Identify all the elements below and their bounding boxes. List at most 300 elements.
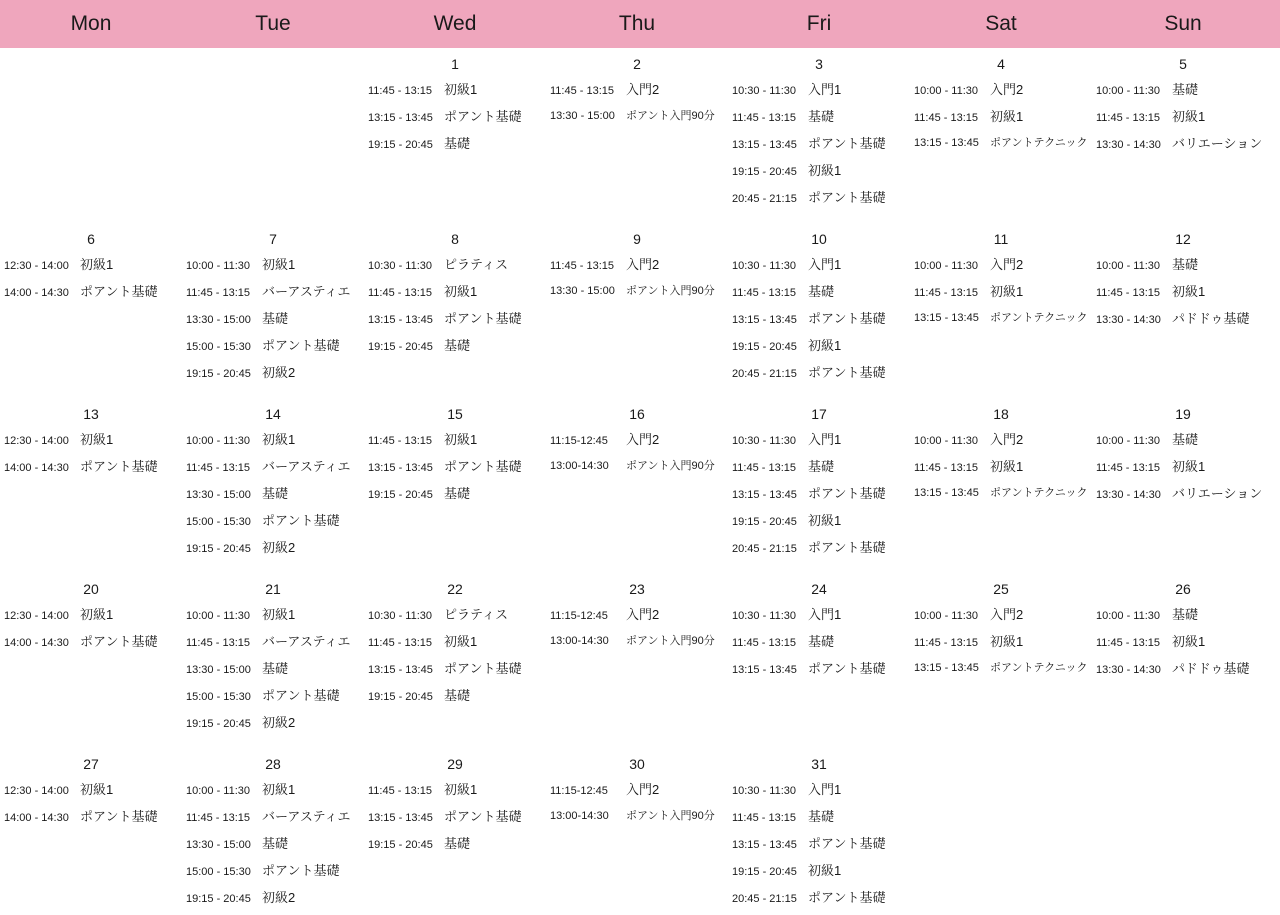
calendar-event[interactable] [184, 535, 362, 562]
day-cell[interactable] [728, 748, 910, 915]
calendar-event[interactable] [2, 252, 180, 279]
day-cell[interactable] [0, 398, 182, 573]
calendar-event[interactable] [366, 333, 544, 360]
event-title: 入門2 [990, 432, 1024, 447]
event-title: 初級1 [444, 82, 478, 97]
calendar-event[interactable] [2, 427, 180, 454]
event-time: 11:15-12:45 [550, 610, 608, 622]
calendar-event[interactable] [366, 804, 544, 831]
calendar-event[interactable] [1094, 306, 1272, 333]
calendar-event[interactable] [366, 252, 544, 279]
calendar-event[interactable] [548, 804, 726, 829]
day-number: 28 [265, 756, 281, 772]
event-list [0, 252, 182, 306]
calendar-event[interactable] [366, 427, 544, 454]
event-time: 11:45 - 13:15 [914, 462, 979, 474]
day-cell[interactable] [364, 573, 546, 748]
event-title: ポアント基礎 [444, 459, 522, 474]
event-list [1092, 252, 1274, 333]
day-cell[interactable] [546, 223, 728, 398]
day-number: 19 [1175, 406, 1191, 422]
event-list [910, 252, 1092, 331]
day-cell[interactable] [910, 398, 1092, 573]
day-number: 22 [447, 581, 463, 597]
event-list [1092, 602, 1274, 683]
event-time: 13:30 - 15:00 [186, 839, 251, 851]
event-time: 13:15 - 13:45 [732, 664, 797, 676]
weekday-header-mon: Mon [70, 12, 112, 35]
event-title: 基礎 [444, 688, 471, 703]
day-cell[interactable] [182, 748, 364, 915]
event-time: 11:45 - 13:15 [186, 287, 251, 299]
event-time: 10:30 - 11:30 [368, 610, 433, 622]
calendar-event[interactable] [912, 131, 1090, 156]
calendar-event[interactable] [366, 454, 544, 481]
event-list [728, 252, 910, 387]
event-time: 14:00 - 14:30 [4, 462, 69, 474]
calendar-event[interactable] [366, 279, 544, 306]
calendar-event[interactable] [1094, 656, 1272, 683]
day-number: 30 [629, 756, 645, 772]
calendar-event[interactable] [730, 333, 908, 360]
calendar-event[interactable] [366, 629, 544, 656]
event-title: ポアント基礎 [808, 890, 886, 905]
event-title: ポアントテクニック [990, 487, 1088, 499]
calendar-event[interactable] [730, 306, 908, 333]
weekday-header-sun: Sun [1164, 12, 1202, 35]
day-cell[interactable] [0, 748, 182, 915]
calendar-event[interactable] [1094, 252, 1272, 279]
calendar-event[interactable] [548, 777, 726, 804]
calendar-event[interactable] [912, 481, 1090, 506]
event-time: 11:45 - 13:15 [368, 785, 433, 797]
event-time: 15:00 - 15:30 [186, 516, 251, 528]
day-number: 15 [447, 406, 463, 422]
day-number: 3 [815, 56, 823, 72]
event-time: 10:00 - 11:30 [914, 260, 979, 272]
calendar-event[interactable] [366, 602, 544, 629]
calendar-event[interactable] [1094, 602, 1272, 629]
day-cell[interactable] [728, 223, 910, 398]
day-number: 9 [633, 231, 641, 247]
event-title: 基礎 [262, 661, 289, 676]
calendar-event[interactable] [730, 885, 908, 912]
event-list [910, 427, 1092, 506]
calendar-event[interactable] [730, 858, 908, 885]
calendar-event[interactable] [366, 77, 544, 104]
calendar-event[interactable] [730, 427, 908, 454]
day-cell[interactable] [546, 748, 728, 915]
calendar-event[interactable] [184, 656, 362, 683]
calendar-event[interactable] [184, 777, 362, 804]
calendar-event[interactable] [730, 454, 908, 481]
event-title: 初級1 [1172, 634, 1206, 649]
event-list [0, 427, 182, 481]
event-title: ポアント基礎 [80, 809, 158, 824]
calendar-event[interactable] [366, 104, 544, 131]
event-time: 10:00 - 11:30 [1096, 85, 1161, 97]
event-time: 13:15 - 13:45 [914, 487, 979, 499]
event-list [546, 77, 728, 129]
day-cell[interactable] [728, 398, 910, 573]
calendar-event[interactable] [184, 710, 362, 737]
day-number: 17 [811, 406, 827, 422]
event-time: 15:00 - 15:30 [186, 866, 251, 878]
day-cell[interactable] [364, 223, 546, 398]
event-time: 19:15 - 20:45 [368, 691, 433, 703]
event-list [364, 777, 546, 858]
calendar-event[interactable] [730, 535, 908, 562]
event-title: 基礎 [1172, 82, 1199, 97]
weekday-header-row [0, 0, 1280, 48]
event-time: 13:15 - 13:45 [368, 812, 433, 824]
event-title: 初級1 [80, 432, 114, 447]
event-time: 10:30 - 11:30 [368, 260, 433, 272]
event-time: 11:45 - 13:15 [550, 260, 615, 272]
event-time: 13:15 - 13:45 [368, 664, 433, 676]
calendar-event[interactable] [730, 77, 908, 104]
day-cell[interactable] [1092, 48, 1274, 223]
calendar-event[interactable] [366, 306, 544, 333]
calendar-event[interactable] [548, 279, 726, 304]
calendar-event[interactable] [184, 360, 362, 387]
event-time: 11:45 - 13:15 [732, 287, 797, 299]
event-list [546, 427, 728, 479]
event-list [728, 77, 910, 212]
event-time: 19:15 - 20:45 [368, 489, 433, 501]
event-time: 10:00 - 11:30 [914, 85, 979, 97]
calendar-event[interactable] [366, 656, 544, 683]
calendar-event[interactable] [1094, 104, 1272, 131]
calendar-event[interactable] [184, 858, 362, 885]
event-list [182, 252, 364, 387]
event-list [546, 252, 728, 304]
calendar-event[interactable] [730, 508, 908, 535]
calendar-event[interactable] [730, 279, 908, 306]
event-time: 13:30 - 14:30 [1096, 139, 1161, 151]
calendar-event[interactable] [2, 279, 180, 306]
event-title: ポアント入門90分 [626, 285, 715, 297]
calendar-event[interactable] [730, 104, 908, 131]
day-cell[interactable] [546, 573, 728, 748]
calendar-event[interactable] [912, 427, 1090, 454]
day-cell[interactable] [1092, 573, 1274, 748]
calendar-event[interactable] [184, 279, 362, 306]
event-title: 基礎 [808, 809, 835, 824]
event-title: 基礎 [444, 486, 471, 501]
day-cell[interactable] [910, 223, 1092, 398]
event-title: 基礎 [444, 836, 471, 851]
event-list [182, 777, 364, 912]
calendar-event[interactable] [184, 804, 362, 831]
calendar-event[interactable] [548, 629, 726, 654]
event-list [728, 777, 910, 912]
event-list [1092, 77, 1274, 158]
event-time: 12:30 - 14:00 [4, 610, 69, 622]
calendar-event[interactable] [366, 481, 544, 508]
event-title: 基礎 [262, 836, 289, 851]
calendar-event[interactable] [184, 427, 362, 454]
event-time: 19:15 - 20:45 [186, 368, 251, 380]
event-time: 11:45 - 13:15 [368, 435, 433, 447]
calendar-event[interactable] [1094, 629, 1272, 656]
day-number: 25 [993, 581, 1009, 597]
weekday-header-fri: Fri [806, 12, 832, 35]
calendar-event[interactable] [1094, 427, 1272, 454]
event-time: 15:00 - 15:30 [186, 691, 251, 703]
event-time: 11:45 - 13:15 [732, 112, 797, 124]
event-time: 11:45 - 13:15 [186, 812, 251, 824]
event-title: 初級1 [990, 459, 1024, 474]
event-title: 初級2 [262, 715, 296, 730]
event-title: 入門2 [990, 607, 1024, 622]
event-title: ピラティス [444, 257, 508, 272]
event-title: ポアント基礎 [444, 809, 522, 824]
calendar-event[interactable] [2, 454, 180, 481]
day-cell[interactable] [910, 48, 1092, 223]
calendar-event[interactable] [730, 185, 908, 212]
day-cell-empty [182, 48, 364, 223]
event-title: ポアント基礎 [444, 661, 522, 676]
week-row [0, 748, 1280, 915]
event-title: ポアント基礎 [808, 365, 886, 380]
event-time: 11:45 - 13:15 [368, 637, 433, 649]
event-time: 12:30 - 14:00 [4, 260, 69, 272]
calendar-event[interactable] [912, 454, 1090, 481]
calendar-event[interactable] [1094, 77, 1272, 104]
calendar-event[interactable] [184, 252, 362, 279]
event-time: 13:30 - 14:30 [1096, 664, 1161, 676]
event-time: 13:15 - 13:45 [732, 139, 797, 151]
event-time: 10:00 - 11:30 [186, 610, 251, 622]
calendar-event[interactable] [912, 602, 1090, 629]
event-title: 基礎 [444, 338, 471, 353]
calendar-event[interactable] [184, 454, 362, 481]
calendar-event[interactable] [2, 602, 180, 629]
event-title: 初級1 [80, 257, 114, 272]
calendar-event[interactable] [912, 104, 1090, 131]
event-title: 基礎 [1172, 257, 1199, 272]
event-title: ポアント基礎 [262, 863, 340, 878]
event-list [0, 777, 182, 831]
day-number: 10 [811, 231, 827, 247]
calendar-event[interactable] [730, 481, 908, 508]
event-list [0, 602, 182, 656]
calendar-event[interactable] [912, 77, 1090, 104]
event-title: ポアントテクニック [990, 137, 1088, 149]
day-number: 13 [83, 406, 99, 422]
event-time: 19:15 - 20:45 [186, 543, 251, 555]
event-time: 13:15 - 13:45 [914, 137, 979, 149]
calendar-event[interactable] [1094, 454, 1272, 481]
calendar-event[interactable] [184, 333, 362, 360]
event-title: 入門2 [626, 607, 660, 622]
event-title: バーアスティエ [262, 809, 351, 824]
calendar-event[interactable] [912, 656, 1090, 681]
day-number: 23 [629, 581, 645, 597]
day-number: 21 [265, 581, 281, 597]
day-cell[interactable] [364, 398, 546, 573]
calendar-event[interactable] [730, 629, 908, 656]
calendar-event[interactable] [730, 158, 908, 185]
day-number: 14 [265, 406, 281, 422]
event-title: ポアント基礎 [808, 661, 886, 676]
event-time: 13:15 - 13:45 [732, 839, 797, 851]
event-list [910, 77, 1092, 156]
event-title: ピラティス [444, 607, 508, 622]
event-time: 13:00-14:30 [550, 635, 609, 647]
day-number: 7 [269, 231, 277, 247]
event-time: 11:45 - 13:15 [732, 812, 797, 824]
event-time: 12:30 - 14:00 [4, 785, 69, 797]
event-title: 初級1 [444, 432, 478, 447]
event-title: 基礎 [808, 109, 835, 124]
event-time: 11:15-12:45 [550, 435, 608, 447]
day-cell[interactable] [364, 748, 546, 915]
event-time: 11:45 - 13:15 [1096, 287, 1161, 299]
event-title: 初級1 [444, 284, 478, 299]
event-title: 入門2 [626, 82, 660, 97]
event-title: バーアスティエ [262, 634, 351, 649]
event-time: 15:00 - 15:30 [186, 341, 251, 353]
event-title: 基礎 [262, 486, 289, 501]
calendar-event[interactable] [1094, 131, 1272, 158]
event-time: 19:15 - 20:45 [368, 341, 433, 353]
day-number: 1 [451, 56, 459, 72]
calendar-event[interactable] [912, 629, 1090, 656]
calendar-event[interactable] [730, 252, 908, 279]
day-cell[interactable] [182, 398, 364, 573]
calendar-event[interactable] [548, 252, 726, 279]
calendar-event[interactable] [184, 602, 362, 629]
calendar-event[interactable] [548, 454, 726, 479]
calendar-event[interactable] [184, 885, 362, 912]
event-title: ポアント基礎 [262, 338, 340, 353]
day-number: 12 [1175, 231, 1191, 247]
event-title: 初級2 [262, 890, 296, 905]
day-cell[interactable] [0, 573, 182, 748]
day-cell[interactable] [546, 48, 728, 223]
calendar-event[interactable] [912, 306, 1090, 331]
calendar-event[interactable] [912, 279, 1090, 306]
event-list [910, 602, 1092, 681]
calendar-event[interactable] [912, 252, 1090, 279]
day-cell[interactable] [364, 48, 546, 223]
calendar-event[interactable] [730, 831, 908, 858]
event-time: 11:45 - 13:15 [368, 85, 433, 97]
event-title: ポアント基礎 [444, 109, 522, 124]
event-title: 基礎 [808, 459, 835, 474]
calendar-event[interactable] [184, 306, 362, 333]
day-cell[interactable] [182, 223, 364, 398]
calendar-event[interactable] [548, 602, 726, 629]
day-cell[interactable] [728, 573, 910, 748]
calendar-event[interactable] [366, 683, 544, 710]
calendar-event[interactable] [366, 777, 544, 804]
calendar-event[interactable] [366, 831, 544, 858]
event-list [364, 77, 546, 158]
calendar-weeks [0, 48, 1280, 915]
event-title: ポアント基礎 [808, 311, 886, 326]
day-cell[interactable] [728, 48, 910, 223]
day-cell[interactable] [546, 398, 728, 573]
event-time: 10:00 - 11:30 [1096, 260, 1161, 272]
calendar-event[interactable] [730, 131, 908, 158]
event-title: 初級1 [80, 782, 114, 797]
event-title: パドドゥ基礎 [1172, 661, 1250, 676]
event-title: パドドゥ基礎 [1172, 311, 1250, 326]
calendar-event[interactable] [730, 804, 908, 831]
event-title: 初級1 [444, 782, 478, 797]
event-title: 初級1 [990, 109, 1024, 124]
day-cell[interactable] [182, 573, 364, 748]
event-title: ポアント基礎 [444, 311, 522, 326]
event-title: 初級1 [262, 432, 296, 447]
day-cell[interactable] [910, 573, 1092, 748]
calendar-event[interactable] [1094, 481, 1272, 508]
calendar-event[interactable] [548, 104, 726, 129]
event-title: 初級1 [808, 338, 842, 353]
day-cell[interactable] [1092, 223, 1274, 398]
event-time: 19:15 - 20:45 [368, 139, 433, 151]
calendar-event[interactable] [184, 508, 362, 535]
event-title: 初級1 [262, 257, 296, 272]
event-time: 11:45 - 13:15 [914, 287, 979, 299]
day-number: 4 [997, 56, 1005, 72]
calendar-event[interactable] [184, 629, 362, 656]
event-time: 19:15 - 20:45 [732, 516, 797, 528]
event-title: ポアント基礎 [808, 540, 886, 555]
event-title: 初級2 [262, 365, 296, 380]
calendar-event[interactable] [184, 831, 362, 858]
event-list [364, 427, 546, 508]
calendar-event[interactable] [730, 777, 908, 804]
calendar-event[interactable] [2, 629, 180, 656]
calendar-event[interactable] [548, 427, 726, 454]
calendar-event[interactable] [1094, 279, 1272, 306]
event-title: 基礎 [444, 136, 471, 151]
event-time: 11:45 - 13:15 [1096, 637, 1161, 649]
event-title: 入門2 [626, 782, 660, 797]
event-title: バリエーション [1172, 136, 1263, 151]
week-row [0, 398, 1280, 573]
calendar-event[interactable] [548, 77, 726, 104]
event-title: ポアント基礎 [80, 634, 158, 649]
week-row [0, 223, 1280, 398]
day-cell[interactable] [0, 223, 182, 398]
calendar-event[interactable] [2, 777, 180, 804]
calendar-event[interactable] [730, 656, 908, 683]
event-time: 13:00-14:30 [550, 460, 609, 472]
event-title: 初級1 [990, 284, 1024, 299]
calendar-event[interactable] [366, 131, 544, 158]
calendar-event[interactable] [184, 481, 362, 508]
event-title: バリエーション [1172, 486, 1263, 501]
calendar-event[interactable] [730, 360, 908, 387]
calendar-event[interactable] [184, 683, 362, 710]
event-time: 14:00 - 14:30 [4, 637, 69, 649]
event-time: 13:15 - 13:45 [914, 662, 979, 674]
event-time: 13:30 - 15:00 [186, 489, 251, 501]
calendar-event[interactable] [730, 602, 908, 629]
event-time: 11:45 - 13:15 [186, 462, 251, 474]
event-time: 13:15 - 13:45 [914, 312, 979, 324]
day-cell[interactable] [1092, 398, 1274, 573]
calendar-event[interactable] [2, 804, 180, 831]
event-list [182, 602, 364, 737]
event-list [546, 777, 728, 829]
day-cell-empty [910, 748, 1092, 915]
